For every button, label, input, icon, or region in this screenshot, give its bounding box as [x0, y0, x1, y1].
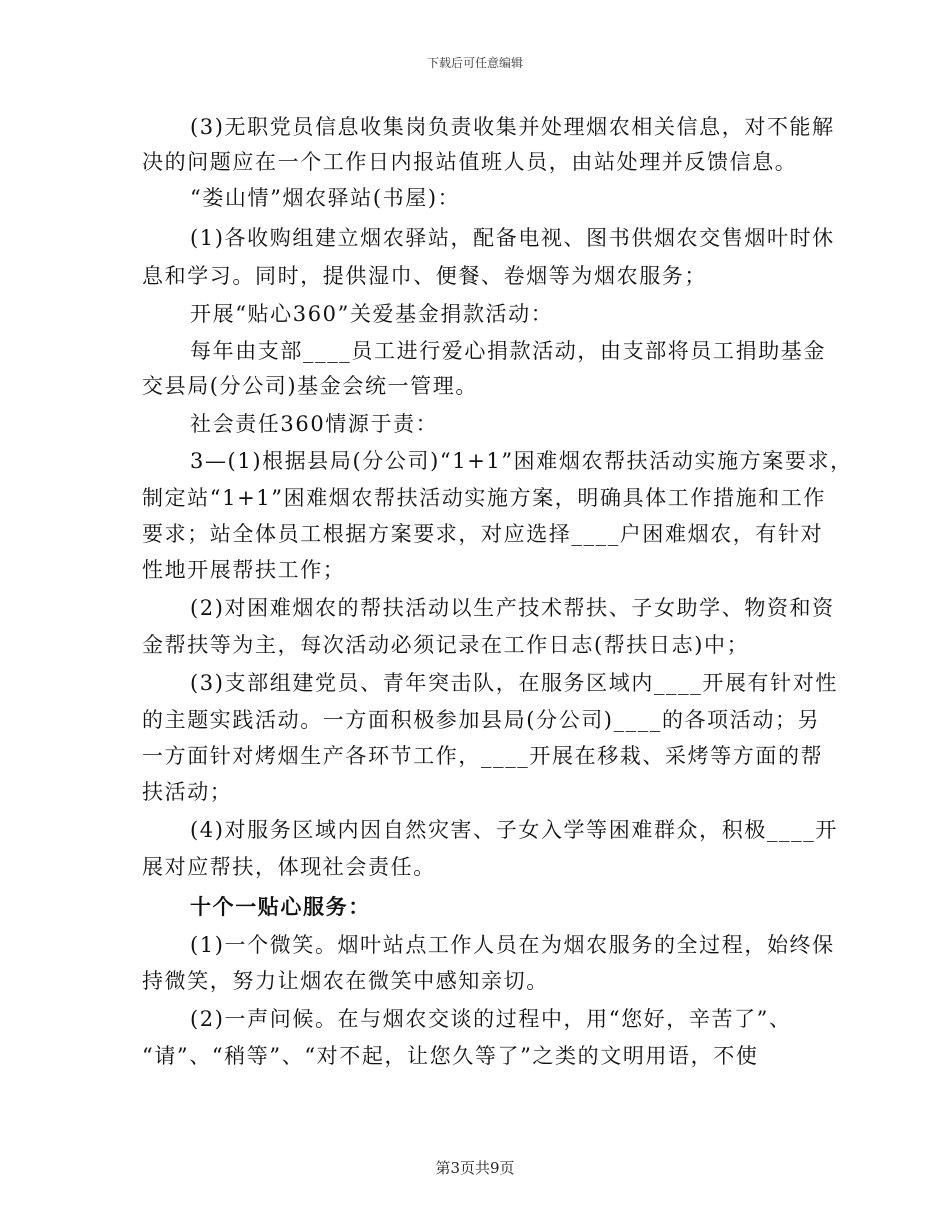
paragraph-line: 的主题实践活动。一方面积极参加县局(分公司)____的各项活动；另 — [142, 708, 821, 732]
paragraph-line: 持微笑，努力让烟农在微笑中感知亲切。 — [142, 969, 549, 993]
paragraph-line: 决的问题应在一个工作日内报站值班人员，由站处理并反馈信息。 — [142, 150, 798, 174]
paragraph-line: 每年由支部____员工进行爱心捐款活动，由支部将员工捐助基金 — [190, 339, 826, 363]
paragraph-line: (4)对服务区域内因自然灾害、子女入学等困难群众，积极____开 — [190, 818, 838, 842]
paragraph-line: (2)对困难烟农的帮扶活动以生产技术帮扶、子女助学、物资和资 — [190, 596, 835, 620]
paragraph-line: (2)一声问候。在与烟农交谈的过程中，用“您好，辛苦了”、 — [190, 1007, 792, 1031]
paragraph-line: 性地开展帮扶工作； — [142, 558, 346, 582]
paragraph-line: “娄山情”烟农驿站(书屋)： — [190, 186, 461, 210]
paragraph-line: 开展“贴心360”关爱基金捐款活动： — [190, 302, 554, 326]
paragraph-line: (3)支部组建党员、青年突击队，在服务区域内____开展有针对性 — [190, 671, 838, 695]
paragraph-line: “请”、“稍等”、“对不起，让您久等了”之类的文明用语，不使 — [142, 1044, 759, 1068]
paragraph-line: 扶活动； — [142, 780, 233, 804]
paragraph-line: 一方面针对烤烟生产各环节工作，____开展在移栽、采烤等方面的帮 — [142, 744, 824, 768]
section-heading: 十个一贴心服务： — [190, 894, 371, 919]
paragraph-line: (3)无职党员信息收集岗负责收集并处理烟农相关信息，对不能解 — [190, 115, 835, 139]
paragraph-line: 展对应帮扶，体现社会责任。 — [142, 855, 436, 879]
paragraph-line: (1)各收购组建立烟农驿站，配备电视、图书供烟农交售烟叶时休 — [190, 226, 835, 250]
paragraph-line: 金帮扶等为主，每次活动必须记录在工作日志(帮扶日志)中； — [142, 633, 750, 657]
page-header: 下载后可任意编辑 — [426, 56, 523, 70]
paragraph-line: 交县局(分公司)基金会统一管理。 — [142, 374, 478, 398]
page-number: 第3页共9页 — [435, 1159, 515, 1177]
paragraph-line: 社会责任360情源于责： — [190, 412, 439, 436]
paragraph-line: 要求；站全体员工根据方案要求，对应选择____户困难烟农，有针对 — [142, 522, 824, 546]
paragraph-line: 息和学习。同时，提供湿巾、便餐、卷烟等为烟农服务； — [142, 264, 707, 288]
paragraph-line: 制定站“1+1”困难烟农帮扶活动实施方案，明确具体工作措施和工作 — [142, 486, 826, 510]
paragraph-line: (1)一个微笑。烟叶站点工作人员在为烟农服务的全过程，始终保 — [190, 933, 835, 957]
paragraph-line: 3—(1)根据县局(分公司)“1+1”困难烟农帮扶活动实施方案要求， — [190, 449, 853, 473]
